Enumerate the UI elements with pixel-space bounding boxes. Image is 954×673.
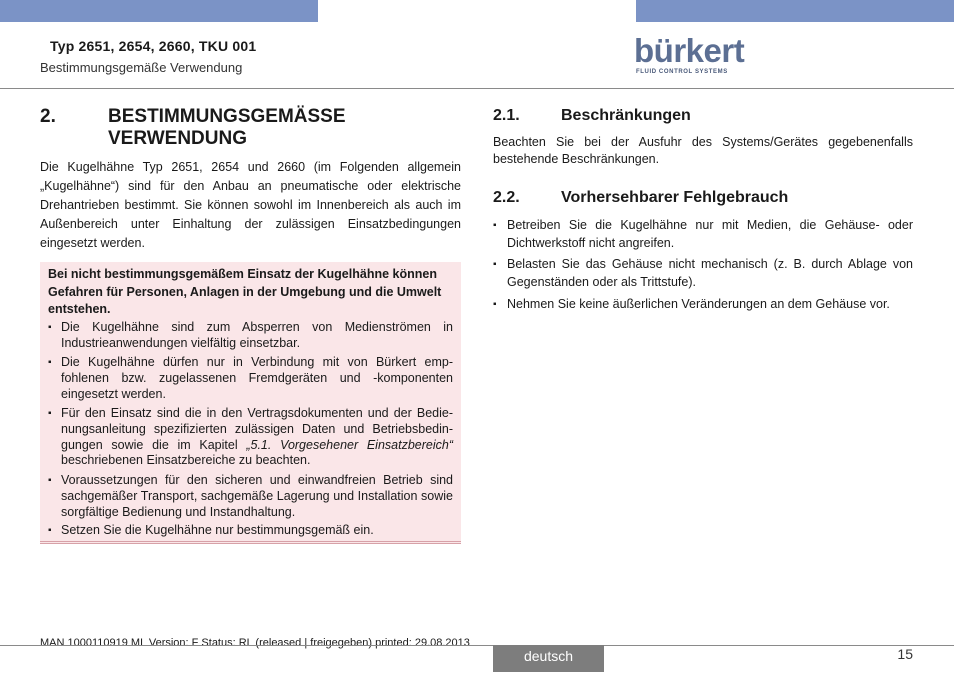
print-info: MAN 1000110919 ML Version: F Status: RL (released | freigegeben) printed: 29.08.2013 <box>40 637 470 649</box>
subsection-title: Vorhersehbarer Fehlgebrauch <box>561 189 789 206</box>
burkert-logo <box>634 32 745 80</box>
logo-wordmark: bürkert <box>634 32 745 69</box>
misuse-item-text: Belasten Sie das Gehäuse nicht mechanisch (z. B. durch Ablage von Gegenständen oder als Trittstufe). <box>507 257 913 289</box>
warning-item-text: Voraussetzungen für den sicheren und einwandfreien Betrieb sind sachgemäßer Transport, sachgemäße Lagerung und Installation sowie sorgfältige Bedienung und Instandhaltung. <box>61 473 453 519</box>
language-badge: deutsch <box>493 645 604 672</box>
subsection-number: 2.2. <box>493 189 520 206</box>
bullet-icon: ▪ <box>48 475 52 486</box>
warning-box <box>40 262 461 544</box>
bullet-icon: ▪ <box>493 299 497 310</box>
page-number: 15 <box>897 646 913 662</box>
bullet-icon: ▪ <box>493 259 497 270</box>
bullet-icon: ▪ <box>48 357 52 368</box>
section-title: BESTIMMUNGSGEMÄSSE VERWENDUNG <box>108 106 346 149</box>
document-subtitle: Bestimmungsgemäße Verwendung <box>40 60 243 75</box>
chapter-reference-link[interactable]: „5.1. Vorgesehener Einsatzbereich“ <box>246 437 453 452</box>
warning-item-text: Setzen Sie die Kugelhähne nur bestimmungsgemäß ein. <box>61 523 374 537</box>
restrictions-paragraph: Beachten Sie bei der Ausfuhr des Systems/Gerätes gegebenenfalls bestehende Beschränkungen. <box>493 135 913 166</box>
header-bar-right <box>636 0 954 22</box>
document-title: Typ 2651, 2654, 2660, TKU 001 <box>50 38 257 54</box>
bullet-icon: ▪ <box>48 408 52 419</box>
misuse-item-text: Betreiben Sie die Kugelhähne nur mit Medien, die Gehäuse- oder Dichtwerkstoff nicht angreifen. <box>507 218 913 250</box>
header-bar-left <box>0 0 318 22</box>
warning-item-text: Die Kugelhähne dürfen nur in Verbindung mit von Bürkert emp-fohlenen bzw. zugelassenen Fremdgeräten und -komponenten eingesetzt werden. <box>61 355 453 401</box>
warning-item-text: Für den Einsatz sind die in den Vertragsdokumenten und der Bedie-nungsanleitung spezifizierten zulässigen Daten und Betriebsbedin-gungen sowie die im Kapitel „5.1. Vorgesehener Einsatzbereich“ beschriebenen Einsatzbereiche zu beachten. <box>61 406 453 468</box>
footer-divider <box>0 645 954 646</box>
subsection-number: 2.1. <box>493 107 520 124</box>
bullet-icon: ▪ <box>48 322 52 333</box>
section-number: 2. <box>40 106 56 127</box>
warning-heading: Bei nicht bestimmungsgemäßem Einsatz der Kugelhähne können Gefahren für Personen, Anlagen in der Umgebung und die Umwelt entstehen. <box>48 267 442 316</box>
header-divider <box>0 88 954 89</box>
bullet-icon: ▪ <box>48 525 52 536</box>
bullet-icon: ▪ <box>493 220 497 231</box>
logo-tagline: FLUID CONTROL SYSTEMS <box>636 69 728 75</box>
misuse-item-text: Nehmen Sie keine äußerlichen Veränderungen an dem Gehäuse vor. <box>507 297 890 311</box>
intro-paragraph: Die Kugelhähne Typ 2651, 2654 und 2660 (im Folgenden allgemein „Kugelhähne“) sind für den Anbau an pneumatische oder elektrische Drehantrieben bestimmt. Sie können sowohl im Innenbereich als auch im Außenbereich unter Einhaltung der zulässigen Einsatzbedingungen eingesetzt werden. <box>40 160 461 250</box>
subsection-title: Beschränkungen <box>561 107 691 124</box>
warning-item-text: Die Kugelhähne sind zum Absperren von Medienströmen in Industrieanwendungen vielfältig einsetzbar. <box>61 320 453 350</box>
